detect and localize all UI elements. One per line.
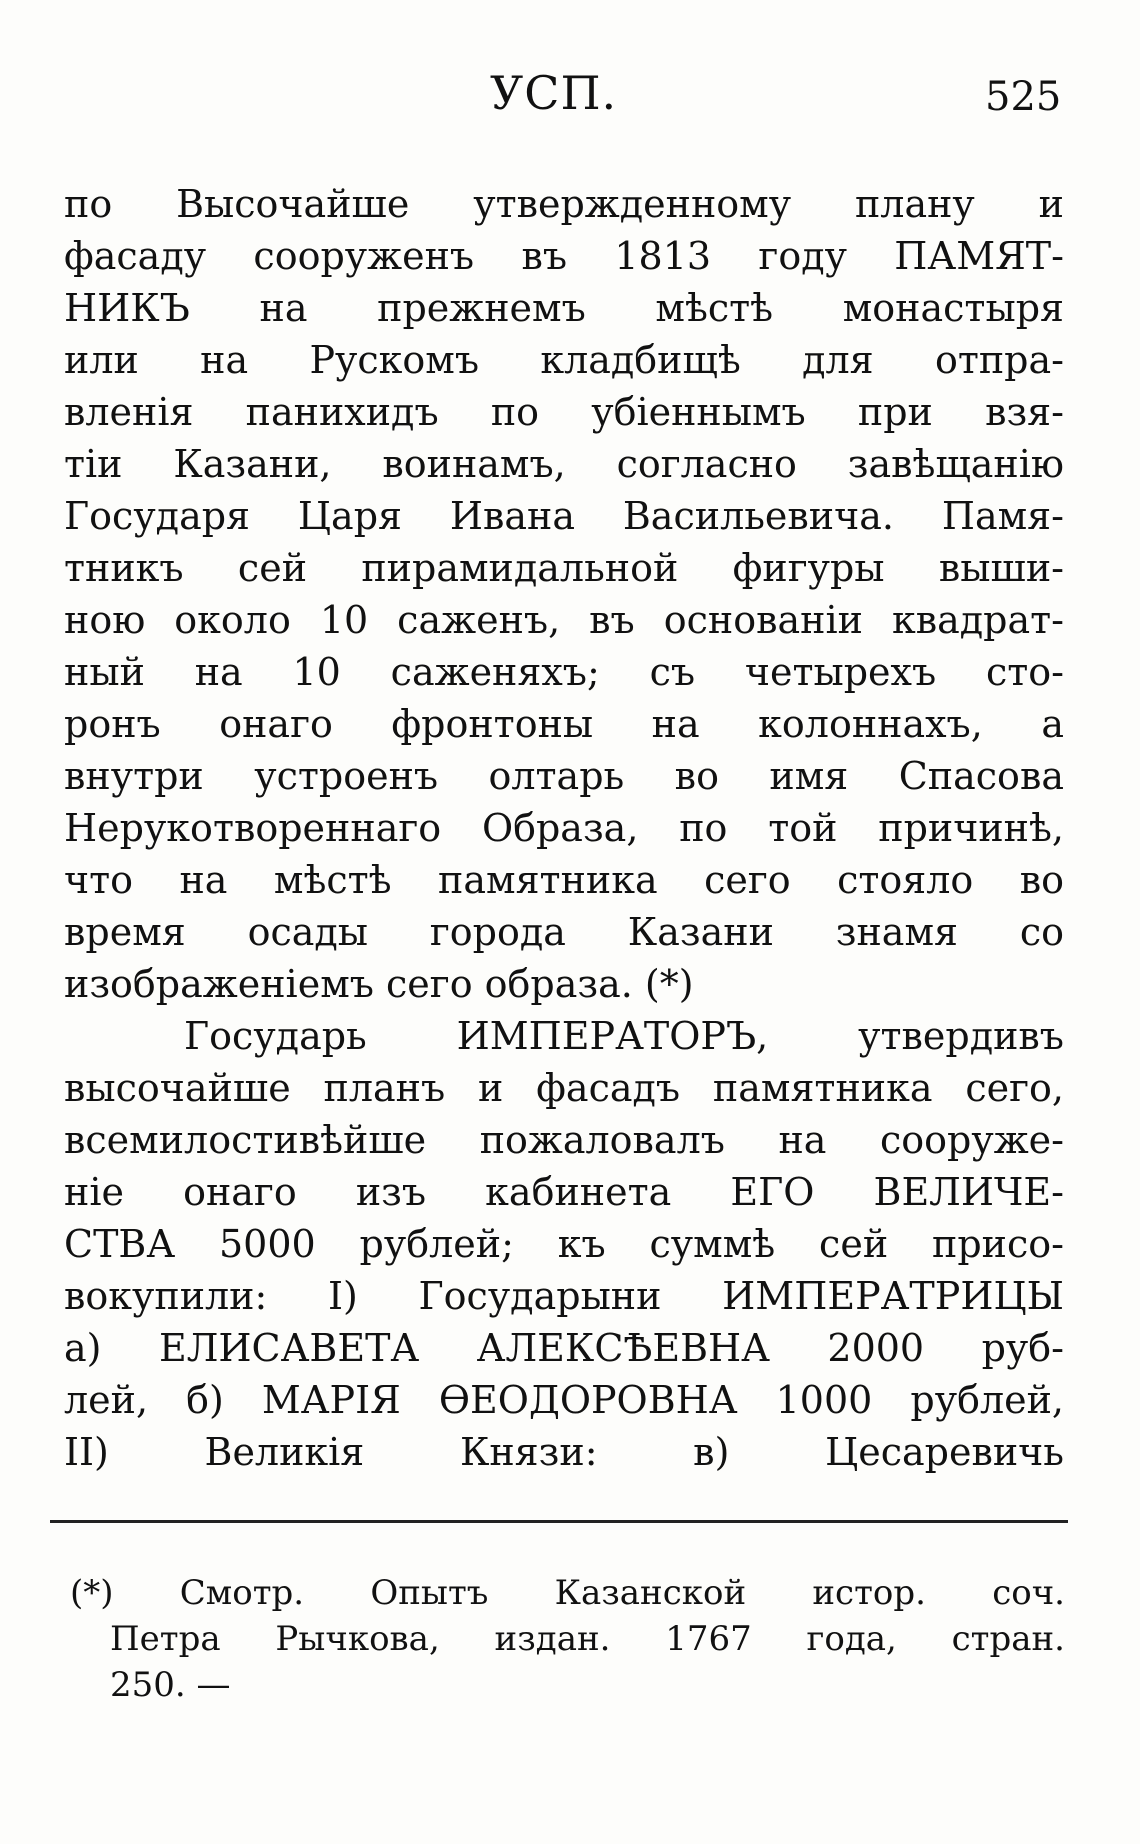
page-number: 525 <box>985 74 1062 120</box>
text-line: внутри устроенъ олтарь во имя Спасова <box>64 754 1064 798</box>
text-line: высочайше планъ и фасадъ памятника сего, <box>64 1066 1064 1110</box>
footnote-line: 250. — <box>110 1665 231 1705</box>
footnote-line: Петра Рычкова, издан. 1767 года, стран. <box>110 1619 1065 1659</box>
running-head: УСП. <box>490 66 618 120</box>
text-line: НИКЪ на прежнемъ мѣстѣ монастыря <box>64 286 1064 330</box>
text-line: ронъ онаго фронтоны на колоннахъ, а <box>64 702 1064 746</box>
page-header <box>0 66 1140 136</box>
text-line: Государя Царя Ивана Васильевича. Памя- <box>64 494 1064 538</box>
text-line: время осады города Казани знамя со <box>64 910 1064 954</box>
text-line: тіи Казани, воинамъ, согласно завѣщанію <box>64 442 1064 486</box>
text-line: лей, б) МАРІЯ ѲЕОДОРОВНА 1000 рублей, <box>64 1378 1064 1422</box>
text-line: ніе онаго изъ кабинета ЕГО ВЕЛИЧЕ- <box>64 1170 1064 1214</box>
text-line: Государь ИМПЕРАТОРЪ, утвердивъ <box>184 1014 1064 1058</box>
text-line: СТВА 5000 рублей; къ суммѣ сей присо- <box>64 1222 1064 1266</box>
footnote-divider <box>50 1520 1068 1523</box>
text-line: изображеніемъ сего образа. (*) <box>64 962 694 1006</box>
text-line: по Высочайше утвержденному плану и <box>64 182 1064 226</box>
text-line: всемилостивѣйше пожаловалъ на сооруже- <box>64 1118 1064 1162</box>
text-line: вокупили: I) Государыни ИМПЕРАТРИЦЫ <box>64 1274 1064 1318</box>
text-line: или на Рускомъ кладбищѣ для отпра- <box>64 338 1064 382</box>
text-line: вленія панихидъ по убіеннымъ при взя- <box>64 390 1064 434</box>
text-line: а) ЕЛИСАВЕТА АЛЕКСѢЕВНА 2000 руб- <box>64 1326 1064 1370</box>
body-text <box>64 178 1064 1478</box>
text-line: II) Великія Князи: в) Цесаревичь <box>64 1430 1064 1474</box>
text-line: Нерукотвореннаго Образа, по той причинѣ, <box>64 806 1064 850</box>
text-line: ною около 10 саженъ, въ основаніи квадрат- <box>64 598 1064 642</box>
footnote <box>70 1570 1065 1708</box>
text-line: фасаду сооруженъ въ 1813 году ПАМЯТ- <box>64 234 1064 278</box>
text-line: что на мѣстѣ памятника сего стояло во <box>64 858 1064 902</box>
text-line: ный на 10 саженяхъ; съ четырехъ сто- <box>64 650 1064 694</box>
footnote-line: (*) Смотр. Опытъ Казанской истор. соч. <box>70 1573 1065 1613</box>
text-line: тникъ сей пирамидальной фигуры выши- <box>64 546 1064 590</box>
